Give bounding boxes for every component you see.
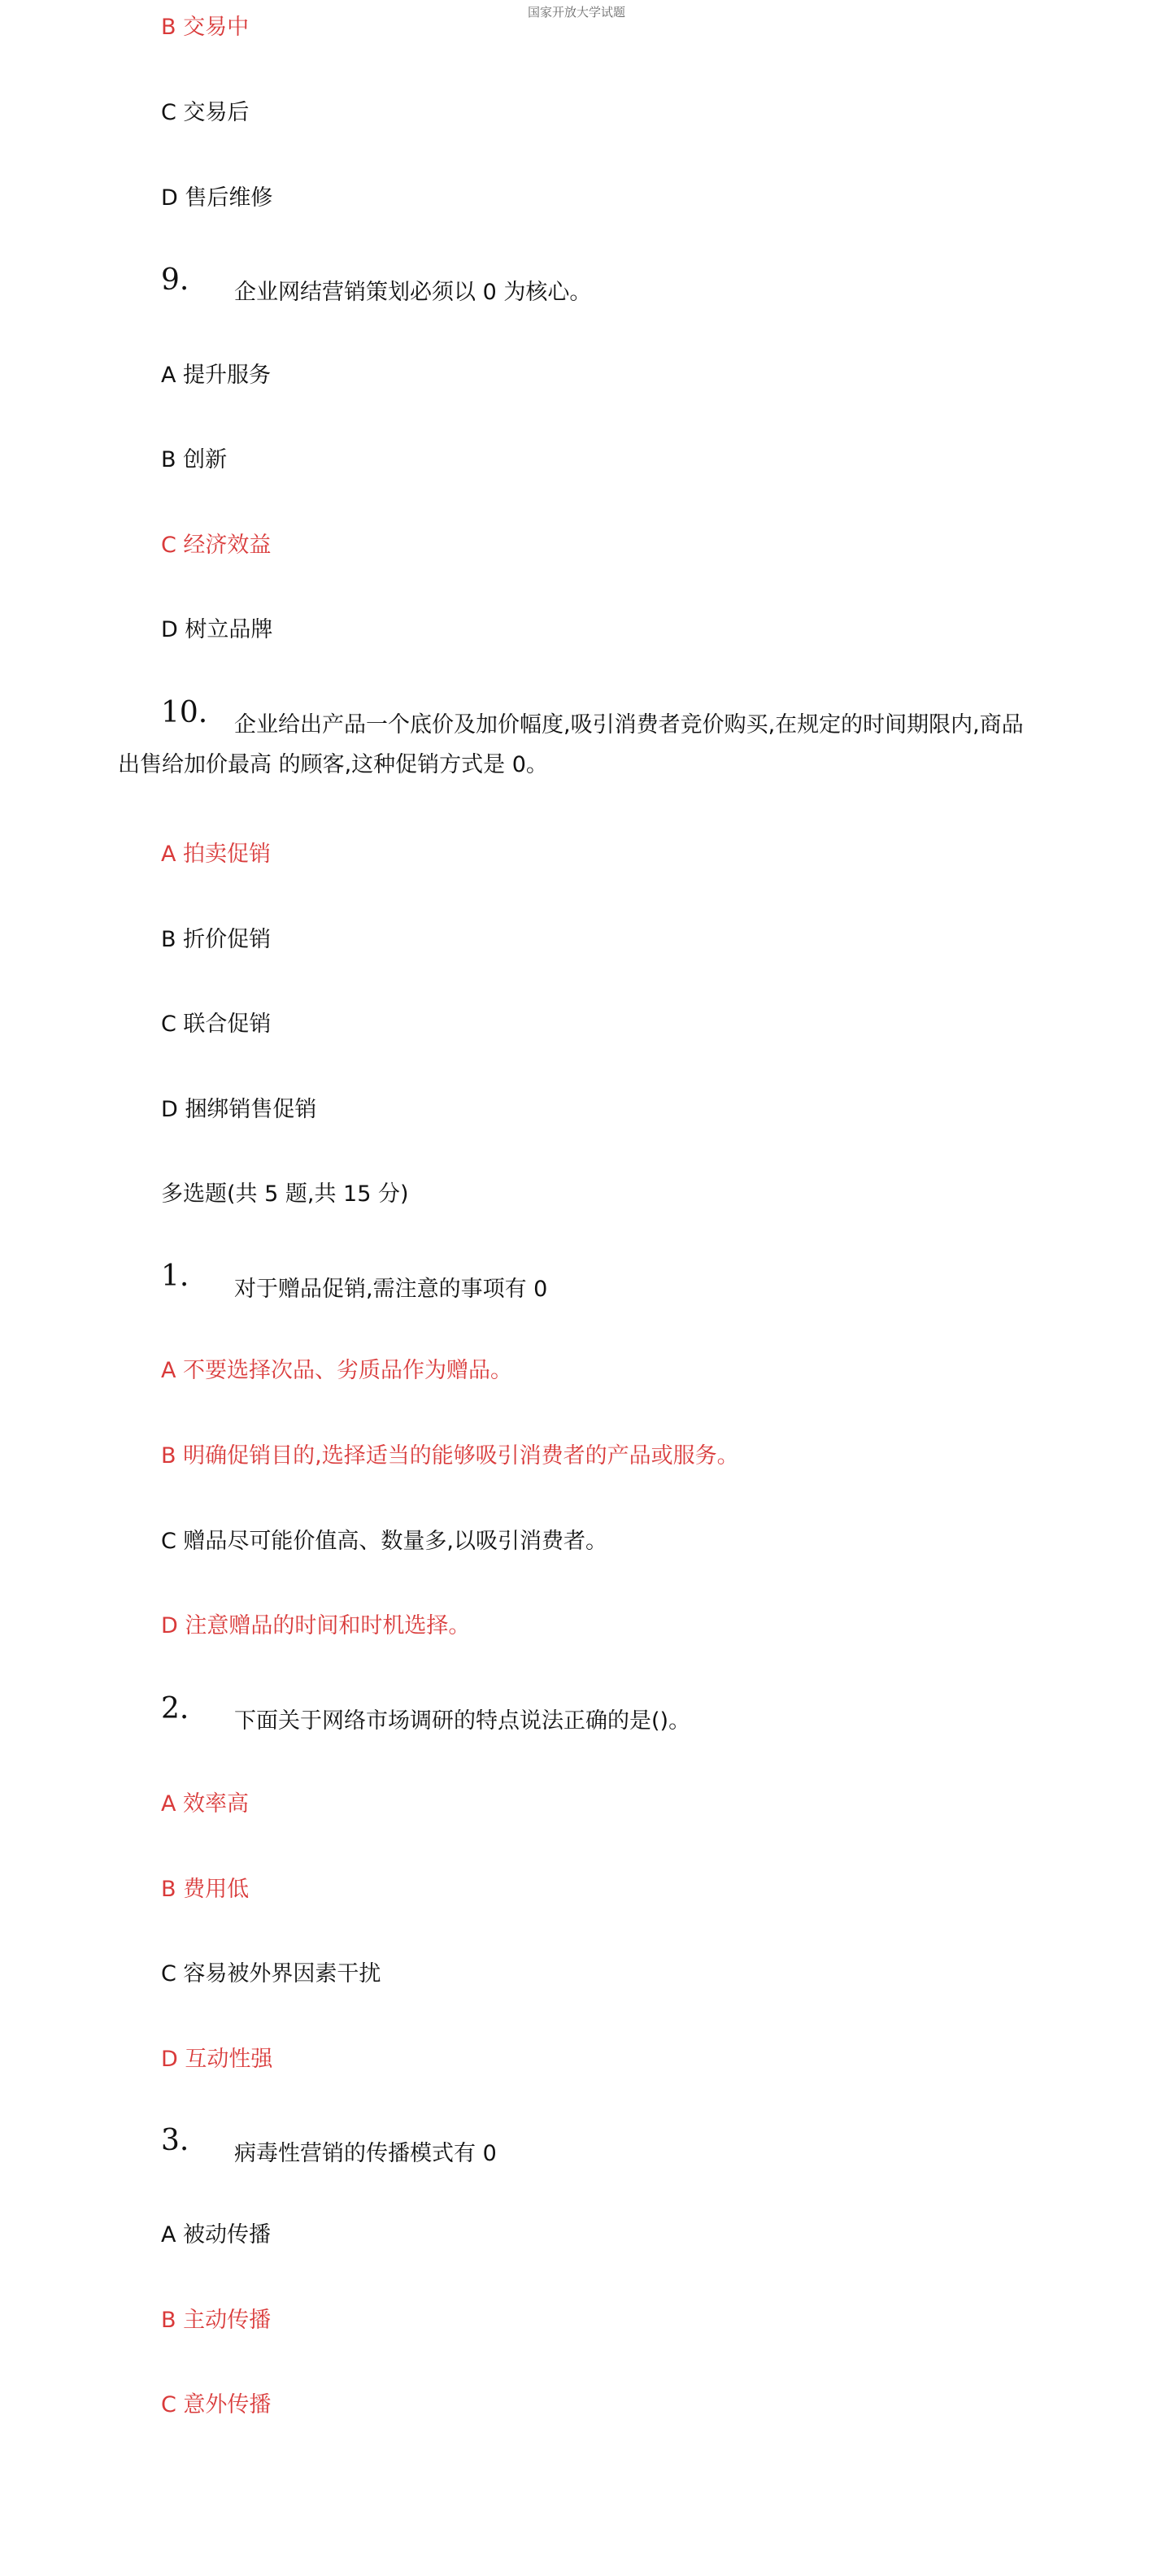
question-stem: 企业网结营销策划必须以 0 为核心。 <box>234 280 592 305</box>
question-number: 9. <box>161 263 189 297</box>
question-number: 1. <box>161 1260 189 1293</box>
section-title: 多选题(共 5 题,共 15 分) <box>161 1181 409 1207</box>
option-line: C 容易被外界因素干扰 <box>161 1961 381 1986</box>
option-line: A 不要选择次品、劣质品作为赠品。 <box>161 1358 513 1383</box>
option-line: C 交易后 <box>161 100 250 125</box>
option-line: C 意外传播 <box>161 2392 272 2417</box>
option-line: C 赠品尽可能价值高、数量多,以吸引消费者。 <box>161 1529 608 1554</box>
option-line: D 树立品牌 <box>161 617 273 642</box>
option-line: B 交易中 <box>161 15 250 40</box>
option-line: B 折价促销 <box>161 927 272 952</box>
option-line: A 拍卖促销 <box>161 842 272 867</box>
question-stem: 病毒性营销的传播模式有 0 <box>234 2141 497 2166</box>
page-header-title: 国家开放大学试题 <box>527 5 625 20</box>
question-stem: 下面关于网络市场调研的特点说法正确的是()。 <box>234 1708 691 1734</box>
question-stem-continued: 出售给加价最高 的顾客,这种促销方式是 0。 <box>118 752 548 777</box>
option-line: B 创新 <box>161 447 228 472</box>
option-line: B 主动传播 <box>161 2308 272 2333</box>
question-number: 3. <box>161 2124 189 2157</box>
option-line: C 联合促销 <box>161 1012 272 1037</box>
option-line: D 注意赠品的时间和时机选择。 <box>161 1613 471 1638</box>
option-line: A 提升服务 <box>161 363 272 388</box>
question-stem: 企业给出产品一个底价及加价幅度,吸引消费者竞价购买,在规定的时间期限内,商品 <box>234 712 1024 738</box>
option-line: C 经济效益 <box>161 533 272 558</box>
question-stem: 对于赠品促销,需注意的事项有 0 <box>234 1277 548 1302</box>
option-line: B 明确促销目的,选择适当的能够吸引消费者的产品或服务。 <box>161 1443 739 1469</box>
option-line: B 费用低 <box>161 1877 250 1902</box>
option-line: D 互动性强 <box>161 2047 273 2072</box>
option-line: D 售后维修 <box>161 185 273 211</box>
question-number: 10. <box>161 696 208 729</box>
option-line: A 效率高 <box>161 1791 250 1817</box>
option-line: D 捆绑销售促销 <box>161 1097 317 1122</box>
question-number: 2. <box>161 1692 189 1725</box>
option-line: A 被动传播 <box>161 2222 272 2247</box>
